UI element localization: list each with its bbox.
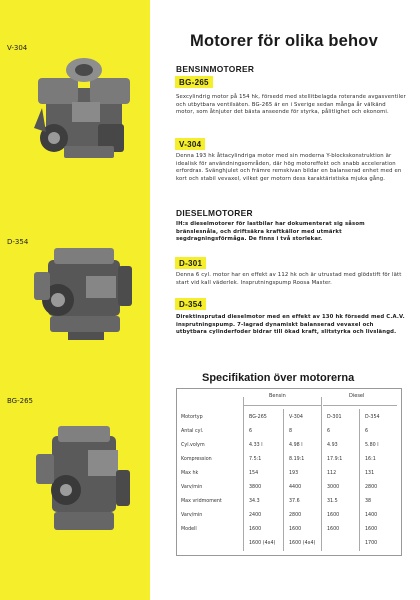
spec-cell: 1600 (4x4) <box>289 541 316 546</box>
spec-cell: 6 <box>249 429 253 434</box>
spec-cell: 17.9:1 <box>327 457 343 462</box>
diesel-heading: DIESELMOTORER <box>176 208 253 218</box>
spec-cell: 4400 <box>289 485 302 490</box>
spec-cell: 193 <box>289 471 299 476</box>
spec-cell: 7.5:1 <box>249 457 262 462</box>
spec-cell: 1600 <box>249 527 262 532</box>
spec-cell: 1600 <box>289 527 302 532</box>
spec-cell: 31.5 <box>327 499 338 504</box>
spec-engine-header: D-354 <box>365 415 380 420</box>
d354-tag: D-354 <box>175 298 206 310</box>
spec-cell: 1400 <box>365 513 378 518</box>
d354-engine-photo <box>28 236 140 344</box>
spec-row-label: Max hk <box>181 471 199 476</box>
spec-cell: 6 <box>365 429 369 434</box>
spec-engine-header: V-304 <box>289 415 303 420</box>
spec-cell: 6 <box>327 429 331 434</box>
spec-cell: 1600 <box>327 527 340 532</box>
spec-cell: 5.80 l <box>365 443 379 448</box>
spec-group-gasoline: Bensin <box>269 393 286 399</box>
bg265-engine-photo <box>28 420 140 540</box>
spec-row-label: Varv/min <box>181 513 203 518</box>
spec-title: Specifikation över motorerna <box>202 372 355 384</box>
spec-cell: 2400 <box>249 513 262 518</box>
spec-row-label: Kompression <box>181 457 212 462</box>
spec-cell: 2800 <box>365 485 378 490</box>
spec-row-label: Motortyp <box>181 415 203 420</box>
spec-row-label: Varv/min <box>181 485 203 490</box>
spec-cell: 2800 <box>289 513 302 518</box>
spec-cell: 8.19:1 <box>289 457 305 462</box>
spec-cell: 8 <box>289 429 293 434</box>
spec-row-label: Antal cyl. <box>181 429 204 434</box>
spec-cell: 34.3 <box>249 499 260 504</box>
spec-row-label: Cyl.volym <box>181 443 205 448</box>
spec-row-label: Modell <box>181 527 197 532</box>
spec-cell: 16:1 <box>365 457 376 462</box>
spec-table <box>176 388 402 556</box>
spec-cell: 1600 (4x4) <box>249 541 276 546</box>
spec-cell: 37.6 <box>289 499 300 504</box>
gasoline-heading: BENSINMOTORER <box>176 64 255 74</box>
spec-cell: 1700 <box>365 541 378 546</box>
spec-cell: 3000 <box>327 485 340 490</box>
v304-tag: V-304 <box>175 138 205 150</box>
spec-cell: 112 <box>327 471 337 476</box>
spec-cell: 3800 <box>249 485 262 490</box>
bg265-description: Sexcylindrig motor på 154 hk, försedd med stellitbelagda roterande avgasventiler och utbytbara ventilsäten. BG-265 är en i Sverige sedan många år välkänd motor, som åtnjuter det bästa anseende för styrka, pålitlighet och ekonomi. <box>176 94 406 116</box>
spec-cell: 4.93 <box>327 443 338 448</box>
d354-description: Direktinsprutad dieselmotor med en effekt av 130 hk försedd med C.A.V. insprutningspump. 7-lagrad dynamiskt balanserad vevaxel och utbytbara cylinderfoder bidrar till ökad kraft, slitstyrka och livslängd. <box>176 314 405 336</box>
diesel-intro: IH:s dieselmotorer för lastbilar har dokumenterat sig såsom bränslesnåla, och driftsäkra kraftkällor med utmärkt segdragningsförmåga. De finns i två storlekar. <box>176 221 365 243</box>
d301-description: Denna 6 cyl. motor har en effekt av 112 hk och är utrustad med glödstift för lätt start vid kall väderlek. Insprutningspump Roosa Master. <box>176 272 402 286</box>
spec-cell: 38 <box>365 499 372 504</box>
spec-cell: 131 <box>365 471 375 476</box>
spec-group-diesel: Diesel <box>349 393 365 399</box>
caption-d354: D-354 <box>7 238 29 246</box>
main-content <box>168 0 408 600</box>
spec-cell: 154 <box>249 471 259 476</box>
spec-engine-header: BG-265 <box>249 415 267 420</box>
spec-row-label: Max vridmoment <box>181 499 222 504</box>
d301-tag: D-301 <box>175 257 206 269</box>
bg265-tag: BG-265 <box>175 76 213 88</box>
spec-engine-header: D-301 <box>327 415 342 420</box>
spec-cell: 4.33 l <box>249 443 263 448</box>
spec-cell: 1600 <box>365 527 378 532</box>
caption-v304: V-304 <box>7 44 28 52</box>
page-title: Motorer för olika behov <box>190 32 378 50</box>
spec-cell: 4.98 l <box>289 443 303 448</box>
spec-cell: 1600 <box>327 513 340 518</box>
caption-bg265: BG-265 <box>7 397 33 405</box>
v304-engine-photo <box>28 48 140 164</box>
v304-description: Denna 193 hk åttacylindriga motor med sin moderna Y-blockskonstruktion är idealisk för användningsområden, där hög motoreffekt och snabb acceleration erfordras. Svänghjulet och främre remskivan bildar en balanserad enhet med en kort och stabil vevaxel, vilket ger motorn dess karaktäristiska mjuka gång. <box>176 153 402 182</box>
